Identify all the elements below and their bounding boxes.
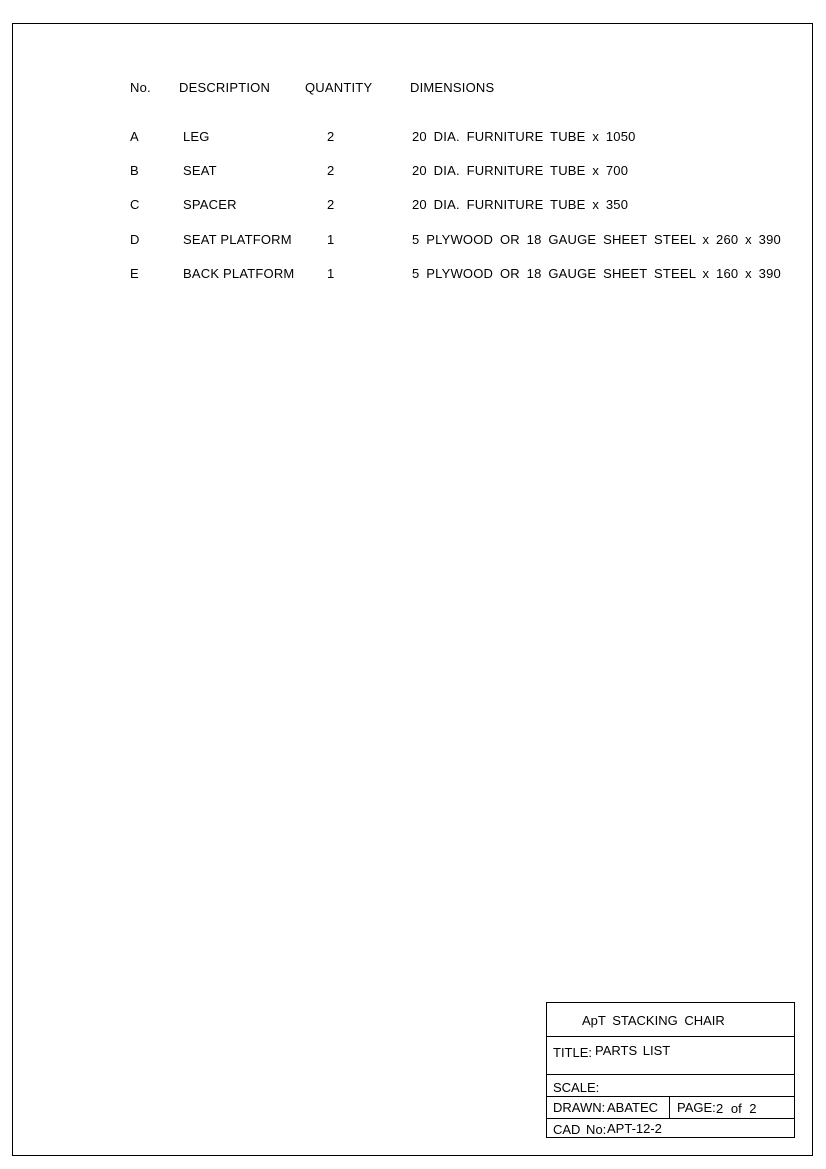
title-block-divider	[547, 1074, 794, 1075]
row-b-quantity: 2	[327, 163, 335, 178]
header-description: DESCRIPTION	[179, 80, 271, 95]
row-c-quantity: 2	[327, 197, 335, 212]
cad-value: APT-12-2	[607, 1121, 662, 1136]
row-c-no: C	[130, 197, 140, 212]
row-e-quantity: 1	[327, 266, 335, 281]
title-block	[546, 1002, 795, 1138]
row-a-description: LEG	[183, 129, 210, 144]
header-no: No.	[130, 80, 151, 95]
row-e-dimensions: 5 PLYWOOD OR 18 GAUGE SHEET STEEL x 160 x 390	[412, 266, 781, 281]
row-c-description: SPACER	[183, 197, 237, 212]
row-a-no: A	[130, 129, 139, 144]
row-d-dimensions: 5 PLYWOOD OR 18 GAUGE SHEET STEEL x 260 x 390	[412, 232, 781, 247]
title-block-divider	[547, 1096, 794, 1097]
drawn-value: ABATEC	[607, 1100, 659, 1115]
page-label: PAGE:	[677, 1100, 716, 1115]
row-b-dimensions: 20 DIA. FURNITURE TUBE x 700	[412, 163, 629, 178]
header-quantity: QUANTITY	[305, 80, 373, 95]
page-value: 2 of 2	[716, 1101, 757, 1116]
row-d-no: D	[130, 232, 140, 247]
drawn-label: DRAWN:	[553, 1100, 606, 1115]
scale-label: SCALE:	[553, 1080, 600, 1095]
row-b-description: SEAT	[183, 163, 217, 178]
row-a-dimensions: 20 DIA. FURNITURE TUBE x 1050	[412, 129, 636, 144]
project-name: ApT STACKING CHAIR	[582, 1013, 725, 1028]
title-block-divider	[547, 1118, 794, 1119]
row-e-no: E	[130, 266, 139, 281]
header-dimensions: DIMENSIONS	[410, 80, 495, 95]
row-e-description: BACK PLATFORM	[183, 266, 295, 281]
title-block-divider	[547, 1036, 794, 1037]
title-block-divider	[669, 1097, 670, 1119]
row-b-no: B	[130, 163, 139, 178]
row-c-dimensions: 20 DIA. FURNITURE TUBE x 350	[412, 197, 629, 212]
row-d-quantity: 1	[327, 232, 335, 247]
row-a-quantity: 2	[327, 129, 335, 144]
title-label: TITLE:	[553, 1045, 593, 1060]
title-value: PARTS LIST	[595, 1043, 671, 1058]
cad-label: CAD No:	[553, 1122, 607, 1137]
sheet-border	[12, 23, 813, 1156]
row-d-description: SEAT PLATFORM	[183, 232, 292, 247]
